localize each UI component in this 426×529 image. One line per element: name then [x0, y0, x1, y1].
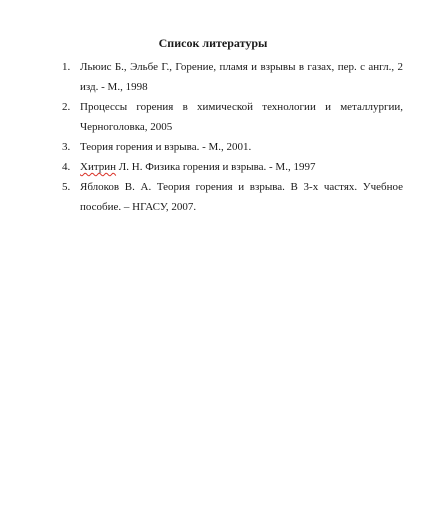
reference-number: 2.	[62, 101, 71, 113]
reference-text	[80, 57, 403, 97]
reference-text	[80, 137, 403, 157]
reference-body: Теория горения и взрыва. - М., 2001.	[80, 141, 252, 153]
reference-number: 1.	[62, 61, 71, 73]
reference-number: 4.	[62, 161, 71, 173]
reference-item-1	[62, 57, 403, 97]
reference-text	[80, 177, 403, 217]
bibliography-heading: Список литературы	[158, 36, 268, 50]
reference-number: 3.	[62, 141, 71, 153]
reference-item-2	[62, 97, 403, 137]
reference-item-3	[62, 137, 403, 157]
reference-item-4	[62, 157, 403, 177]
reference-body: Льюис Б., Эльбе Г., Горение, пламя и взрывы в газах, пер. с англ., 2 изд. - М., 1998	[80, 61, 403, 93]
reference-body: Яблоков В. А. Теория горения и взрыва. В 3-х частях. Учебное пособие. – НГАСУ, 2007.	[80, 181, 403, 213]
reference-list	[62, 57, 403, 217]
reference-text	[80, 97, 403, 137]
reference-item-5	[62, 177, 403, 217]
reference-number: 5.	[62, 181, 71, 193]
reference-body: Процессы горения в химической технологии и металлургии, Черноголовка, 2005	[80, 101, 403, 133]
spellcheck-flagged-word[interactable]: Хитрин	[80, 161, 117, 173]
reference-text	[80, 157, 403, 177]
reference-body: Л. Н. Физика горения и взрыва. - М., 1997	[116, 161, 316, 173]
